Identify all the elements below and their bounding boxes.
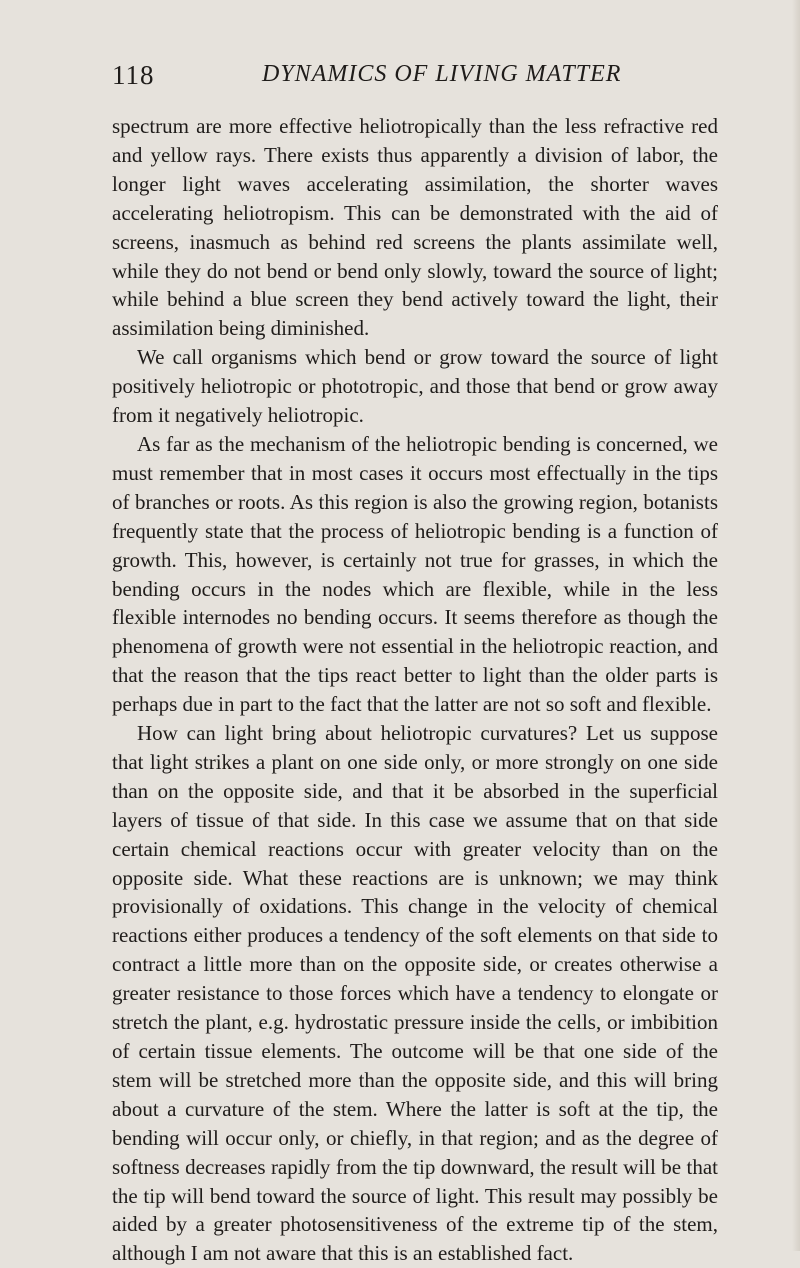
page-header: [112, 60, 718, 94]
paragraph: We call organisms which bend or grow toward the source of light positively heliotropic or phototropic, and those that bend or grow away from it negatively heliotropic.: [112, 345, 718, 428]
paragraph: As far as the mechanism of the heliotropic bending is concerned, we must remember that in most cases it occurs most effectually in the tips of branches or roots. As this region is also the growing region, botanists frequently state that the process of heliotropic bending is a function of growth. This, however, is certainly not true for grasses, in which the bending occurs in the nodes which are flexible, while in the less flexible internodes no bending occurs. It seems therefore as though the phenomena of growth were not essential in the heliotropic reaction, and that the reason that the tips react better to light than the older parts is perhaps due in part to the fact that the latter are not so soft and flexible.: [112, 431, 718, 717]
paragraph: spectrum are more effective heliotropically than the less refractive red and yellow rays. There exists thus apparently a division of labor, the longer light waves accelerating assimilation, the shorter waves accelerating heliotropism. This can be demonstrated with the aid of screens, inasmuch as behind red screens the plants assimilate well, while they do not bend or bend only slowly, toward the source of light; while behind a blue screen they bend actively toward the light, their assimilation being diminished.: [112, 114, 718, 341]
body-text: [112, 112, 718, 1268]
page-edge-shadow: [792, 0, 800, 1251]
page-number: 118: [112, 60, 155, 90]
running-head: DYNAMICS OF LIVING MATTER: [262, 61, 622, 87]
paragraph: How can light bring about heliotropic curvatures? Let us suppose that light strikes a plant on one side only, or more strongly on one side than on the opposite side, and that it be absorbed in the superficial layers of tissue of that side. In this case we assume that on that side certain chemical reactions occur with greater velocity than on the opposite side. What these reactions are is unknown; we may think provisionally of oxidations. This change in the velocity of chemical reactions either produces a tendency of the soft elements on that side to contract a little more than on the opposite side, or creates otherwise a greater resistance to those forces which have a tendency to elongate or stretch the plant, e.g. hydrostatic pressure inside the cells, or imbibition of certain tissue elements. The outcome will be that one side of the stem will be stretched more than the opposite side, and this will bring about a curvature of the stem. Where the latter is soft at the tip, the bending will occur only, or chiefly, in that region; and as the degree of softness decreases rapidly from the tip downward, the result will be that the tip will bend toward the source of light. This result may possibly be aided by a greater photosensitiveness of the extreme tip of the stem, although I am not aware that this is an established fact.: [112, 721, 718, 1266]
